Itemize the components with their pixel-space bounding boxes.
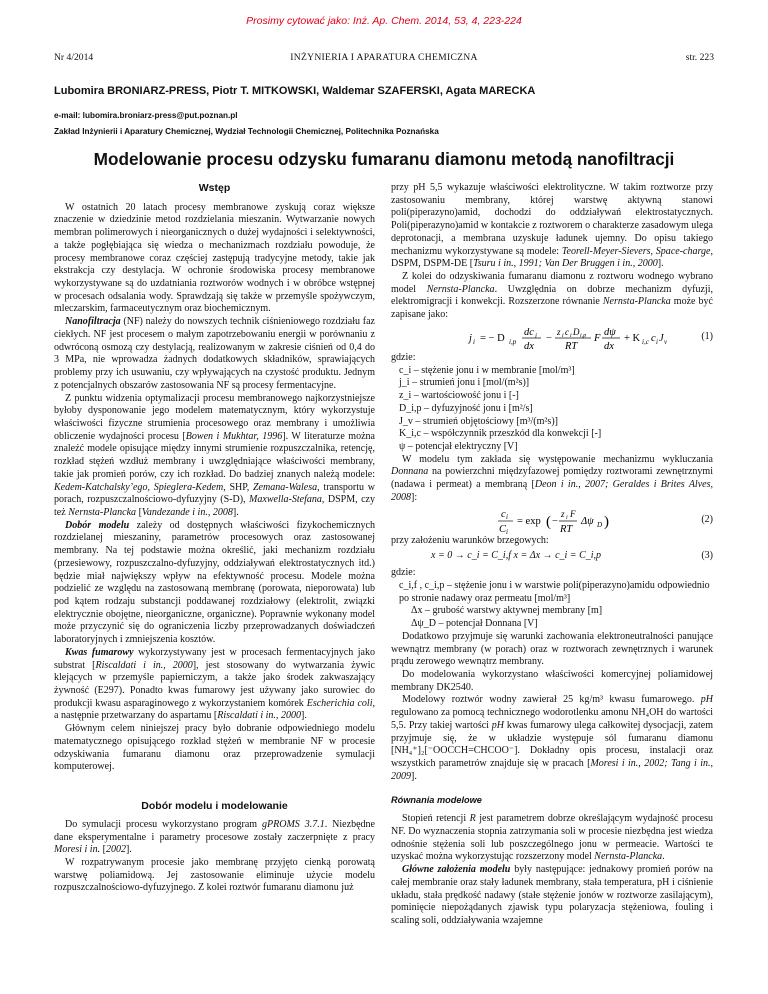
svg-text:i: i: [566, 514, 568, 521]
paragraph: Z punktu widzenia optymalizacji procesu membranowego najkorzystniejsze byłoby dysponowanie jego modelem matematycznym, który wykorzystuje właściwości fizyczne strumienia procesowego oraz membrany i umożliwia obliczenie wydajności procesu [Bowen i Mukhtar, 1996]. W literaturze można znaleźć modele opisujące między innymi strumienie rozpuszczalnika, retencję, rozkład stężeń wzdłuż membrany i uwzględniające właściwości membrany, takie jak promień porów, czy ich rozkład. Do badziej znanych należą modele: Kedem-Katchalsky’ego, Spieglera-Kedem, SHP, Zemana-Walesa, transportu w porach, rozpuszczalnościowo-dyfuzyjny (S-D), Maxwella-Stefana, DSPM, czy też Nernsta-Plancka [Vandezande i in., 2008].: [54, 392, 376, 518]
boundary-conditions: x = 0 → c_i = C_i,f x = Δx → c_i = C_i,p: [431, 550, 602, 562]
svg-text:RT: RT: [560, 523, 573, 535]
right-column: [391, 182, 713, 928]
paragraph: Głównym celem niniejszej pracy było dobranie odpowiedniego modelu matematycznego opisującego rozkład stężeń w membranie NF w procesie odzyskiwania fumaranu diamonu oraz przeprowadzenie symulacji komputerowej.: [54, 723, 375, 773]
subsection-heading: Równania modelowe: [391, 795, 482, 806]
term: Główne założenia modelu: [402, 864, 511, 876]
definition: K_i,c – współczynnik przeszkód dla konwekcji [-]: [399, 428, 602, 440]
section-heading-intro: Wstęp: [198, 182, 231, 194]
reference: Nernsta-Plancka: [426, 283, 495, 295]
term: pH: [700, 694, 713, 706]
page-number: str. 223: [685, 52, 714, 63]
svg-text:c: c: [651, 332, 656, 344]
reference: gPROMS 3.7.1: [261, 818, 325, 830]
svg-text:J: J: [659, 332, 664, 344]
paragraph: Dobór modelu zależy od dostępnych właściwości fizykochemicznych rozdzielanej mieszaniny, parametrów procesowych oraz zastosowanej membrany. Na tej podstawie można określić, jaki mechanizm rozdziału (przesiewowy, rozpuszczalno-dyfuzyjny, oddziaływań elektrostatycznych itd.) będzie miał największy wpływ na efektywność procesu. Modele można podzielić ze względu na zastosowaną membranę (porowata, nieporowata) lub pod kątem rodzaju substancji poddawanej rozdziałowy (elektrolit, związki elektrycznie obojętne, nieorganiczne, organiczne). Poprawnie wykonany model może przyczynić się do ograniczenia liczby przeprowadzanych doświadczeń laboratoryjnych i zmniejszenia kosztów.: [54, 519, 375, 646]
reference: Riscaldati i in., 2000: [95, 659, 193, 671]
issue-number: Nr 4/2014: [54, 52, 94, 63]
journal-name: INŻYNIERIA I APARATURA CHEMICZNA: [290, 52, 478, 63]
svg-text:+ K: + K: [624, 332, 641, 344]
definition: Δψ_D – potencjał Donnana [V]: [411, 618, 538, 630]
paragraph: Modelowy roztwór wodny zawierał 25 kg/m³ kwasu fumarowego. pH regulowano za pomocą technicznego wodorotlenku amonu NH₄OH do wartości 5,5. Przy takiej wartości pH kwas fumarowy ulega całkowitej dysocjacji, zatem przyjmuje się, że w układzie występuje sól fumaranu diamonu [NH₄⁺]₂[⁻OOCCH=CHCOO⁻]. Dokładny opis procesu, instalacji oraz wszystkich parametrów znajduje się w pracach [Moresi i in., 2002; Tang i in., 2009].: [391, 694, 713, 782]
svg-text:z: z: [561, 508, 565, 519]
definition: j_i – strumień jonu i [mol/(m²s)]: [399, 377, 530, 389]
definition: ψ – potencjał elektryczny [V]: [399, 440, 518, 452]
paragraph: Dodatkowo przyjmuje się warunki zachowania elektroneutralności panujące wewnątrz membrany (w porach) oraz w roztworach zewnętrznych i warunek prądu zerowego wewnątrz membrany.: [391, 630, 713, 668]
reference: Nernsta-Plancka: [602, 296, 671, 308]
where-label: gdzie:: [391, 567, 416, 579]
term: pH: [491, 719, 505, 731]
svg-text:i,p: i,p: [580, 332, 587, 339]
reference: Deon i in., 2007; Geraldes i Brites Alves, 2008: [391, 479, 714, 503]
section-heading-model: Dobór modelu i modelowanie: [141, 800, 288, 813]
svg-text:i: i: [562, 332, 564, 339]
reference: Moresi i in., 2002; Tang i in., 2009: [391, 758, 713, 782]
term: Kwas fumarowy: [65, 646, 134, 658]
definition: c_i – stężenie jonu i w membranie [mol/m³]: [399, 364, 575, 376]
definition: c_i,f , c_i,p – stężenie jonu i w warstwie poli(piperazyno)amidu odpowiednio po stronie nadawy oraz permeatu [mol/m³]: [399, 579, 710, 604]
symbol-definitions: [391, 365, 713, 454]
svg-text:RT: RT: [565, 340, 578, 352]
paragraph: W ostatnich 20 latach procesy membranowe zyskują coraz większe znaczenie w dziedzinie metod rozdzielania mieszanin. Wytwarzanie nowych membran polimerowych i nieorganicznych o dużej wydajności i selektywności, a także pogłębiająca się wiedza o mechanizmach rozdziału powoduje, że procesy membranowe coraz częściej zastępują tradycyjne metody, takie jak ekstrakcja czy destylacja. W ochronie środowiska procesy membranowe wykorzystywane są do uzdatniania roztworów wodnych i w obróbce wstępnej w procesach odsalania wody. Sprawdzają się także w przemyśle spożywczym, mleczarskim, farmaceutycznym oraz biochemicznym.: [54, 201, 375, 315]
paragraph: Z kolei do odzyskiwania fumaranu diamonu z roztworu wodnego wybrano model Nernsta-Plancka. Uwzględnia on dobrze mechanizm dyfuzji, elektromigracji i konwekcji. Rozszerzone równanie Nernsta-Plancka może być zapisane jako:: [391, 271, 713, 321]
definition: D_i,p – dyfuzyjność jonu i [m²/s]: [399, 402, 533, 414]
svg-text:(: (: [546, 513, 551, 530]
reference: Escherichia coli: [306, 697, 373, 709]
definition: z_i – wartościowość jonu i [-]: [399, 390, 519, 402]
reference: 2002: [105, 844, 126, 856]
paragraph: Stopień retencji R jest parametrem dobrze określającym wydajność procesu NF. Do wyznaczenia stopnia zatrzymania soli w procesie niezbędna jest wiedza odnośnie stężenia soli lub poszczególnego jonu w permeacie. Wartości te uzyskać można wykorzystując rozszerzony model Nernsta-Plancka.: [391, 813, 713, 863]
svg-text:D: D: [597, 520, 603, 529]
svg-text:C: C: [499, 523, 507, 535]
svg-text:j: j: [469, 332, 472, 344]
svg-text:c: c: [565, 326, 569, 337]
svg-text:F: F: [594, 332, 601, 344]
svg-text:dψ: dψ: [604, 326, 616, 338]
paragraph: W rozpatrywanym procesie jako membranę przyjęto cienką porowatą warstwę poliamidową. Jej zastosowanie eliminuje użycie modelu rozpuszczalnościowo-dyfuzyjnego. Z kolei roztwór fumaranu diamonu już: [54, 856, 375, 894]
svg-text:dx: dx: [604, 340, 614, 352]
svg-text:i,c: i,c: [642, 337, 649, 346]
svg-text:i: i: [535, 331, 537, 340]
equation-2: [391, 505, 713, 535]
reference: Kedem-Katchalsky’ego, Spieglera-Kedem: [54, 481, 224, 493]
paragraph: Główne założenia modelu były następujące: jednakowy promień porów na całej membranie oraz stały ładunek membrany, stała temperatura, pH i ciśnienie układu, stała prędkość nadawy (stałe stężenie jonów w roztworze zasilającym), pominięcie niepożądanych zjawisk typu polaryzacja stężeniowa, fouling i scaling soli, oddziaływania wzajemne: [391, 864, 713, 926]
svg-text:Δψ: Δψ: [581, 515, 594, 527]
svg-text:dc: dc: [524, 326, 534, 338]
equation-number: (3): [701, 550, 713, 562]
reference: Vandezande i in., 2008: [141, 506, 233, 518]
equation-3: [391, 547, 713, 567]
paragraph: przy pH 5,5 wykazuje właściwości elektrolityczne. W takim roztworze przy zastosowaniu membrany, której warstwę aktywną stanowi poli(piperazyno)amid, dochodzi do oddziaływań elektrostatycznych. Poli(piperazyno)amid w kontakcie z roztworem o charakterze zasadowym ulega deprotonacji, a membrana uzyskuje ładunek ujemny. Do opisu takiego mechanizmu wykorzystywane są modele: Teorell-Meyer-Sievers, Space-charge, DSPM, DSPM-DE [Tsuru i in., 1991; Van Der Bruggen i in., 2000].: [391, 182, 714, 270]
svg-text:i: i: [656, 337, 658, 346]
svg-text:v: v: [664, 337, 668, 346]
svg-text:i: i: [506, 527, 508, 535]
nernst-planck-equation: [391, 322, 681, 352]
paper-title: Modelowanie procesu odzysku fumaranu diamonu metodą nanofiltracji: [93, 149, 675, 169]
equation-number: (2): [701, 513, 713, 525]
equation-number: (1): [701, 330, 713, 342]
running-header: [54, 52, 714, 64]
donnan-equation: [391, 505, 641, 535]
citation-note: Prosimy cytować jako: Inż. Ap. Chem. 2014, 53, 4, 223-224: [246, 15, 522, 27]
where-label: gdzie:: [391, 351, 416, 363]
term: Dobór modelu: [65, 519, 130, 531]
reference: Bowen i Mukhtar, 1996: [185, 430, 283, 442]
paragraph: Do modelowania wykorzystano właściwości komercyjnej poliamidowej membrany DK2540.: [391, 669, 713, 693]
svg-text:z: z: [557, 326, 561, 337]
svg-text:D: D: [573, 326, 580, 337]
reference: Maxwella-Stefana: [249, 494, 322, 506]
svg-text:): ): [604, 513, 609, 530]
paragraph: W modelu tym zakłada się występowanie mechanizmu wykluczania Donnana na powierzchni międzyfazowej pomiędzy roztworami zewnętrznymi (nadawa i permeat) a membraną [Deon i in., 2007; Geraldes i Brites Alves, 2008]:: [391, 453, 714, 503]
affiliation: Zakład Inżynierii i Aparatury Chemicznej, Wydział Technologii Chemicznej, Politechnika Poznańska: [54, 127, 439, 136]
svg-text:−: −: [552, 515, 558, 527]
paragraph: Nanofiltracja (NF) należy do nowszych technik ciśnieniowego rozdziału faz ciekłych. NF jest procesem o małym zapotrzebowaniu energii w porównaniu z odwróconą osmozą czy destylacją, realizowanym w zakresie ciśnień od 0,4 do 3 MPa, nie wprowadza żadnych dodatkowych składników, sprawiających problemy przy ich usuwaniu, czy wpływających na czystość produktu. Jednym z potencjalnych obszarów zastosowania NF są procesy fermentacyjne.: [54, 316, 375, 391]
svg-text:i: i: [506, 512, 508, 521]
paragraph: Do symulacji procesu wykorzystano program gPROMS 3.7.1. Niezbędne dane eksperymentalne i parametry procesowe zostały zaczerpnięte z pracy Moresi i in. [2002].: [54, 818, 375, 856]
svg-text:dx: dx: [524, 340, 534, 352]
reference: Moresi i in.: [54, 844, 101, 856]
equation-1: [391, 322, 713, 352]
svg-text:c: c: [501, 508, 506, 520]
svg-text:F: F: [570, 508, 576, 519]
symbol: R: [469, 813, 476, 825]
reference: Zemana-Walesa: [252, 481, 318, 493]
symbol-definitions: [391, 580, 713, 631]
reference: Teorell-Meyer-Sievers, Space-charge: [561, 245, 711, 257]
email: e-mail: lubomira.broniarz-press@put.poznan.pl: [54, 111, 238, 120]
svg-text:= − D: = − D: [480, 332, 505, 344]
authors: Lubomira BRONIARZ-PRESS, Piotr T. MITKOWSKI, Waldemar SZAFERSKI, Agata MARECKA: [54, 85, 536, 97]
svg-text:−: −: [546, 332, 552, 344]
paragraph: Kwas fumarowy wykorzystywany jest w procesach fermentacyjnych jako substrat [Riscaldati i in., 2000], jest stosowany do wytwarzania żywic klejących w przemyśle papierniczym, a także jako środek zakwaszający żywność (E297). Ponadto kwas fumarowy jest używany jako surowiec do produkcji kwasu asparaginowego z wykorzystaniem komórek Escherichia coli, a następnie przetwarzany do aspartamu [Riscaldati i in., 2000].: [54, 646, 375, 722]
definition: J_v – strumień objętościowy [m³/(m²s)]: [399, 415, 559, 427]
reference: Nernsta-Plancka: [594, 851, 663, 863]
svg-text:= exp: = exp: [517, 515, 541, 527]
reference: Donnana: [391, 466, 429, 478]
svg-text:i,p: i,p: [509, 337, 517, 346]
paragraph: przy założeniu warunków brzegowych:: [391, 534, 549, 546]
term: Nanofiltracja: [65, 316, 121, 328]
reference: Tsuru i in., 1991; Van Der Bruggen i in., 2000: [473, 258, 658, 270]
definition: Δx – grubość warstwy aktywnej membrany [m]: [411, 605, 603, 617]
reference: Riscaldati i in., 2000: [217, 710, 301, 722]
svg-text:i: i: [570, 332, 572, 339]
left-column: [54, 182, 375, 895]
svg-text:i: i: [473, 337, 475, 346]
reference: Nernsta-Plancka: [68, 506, 137, 518]
